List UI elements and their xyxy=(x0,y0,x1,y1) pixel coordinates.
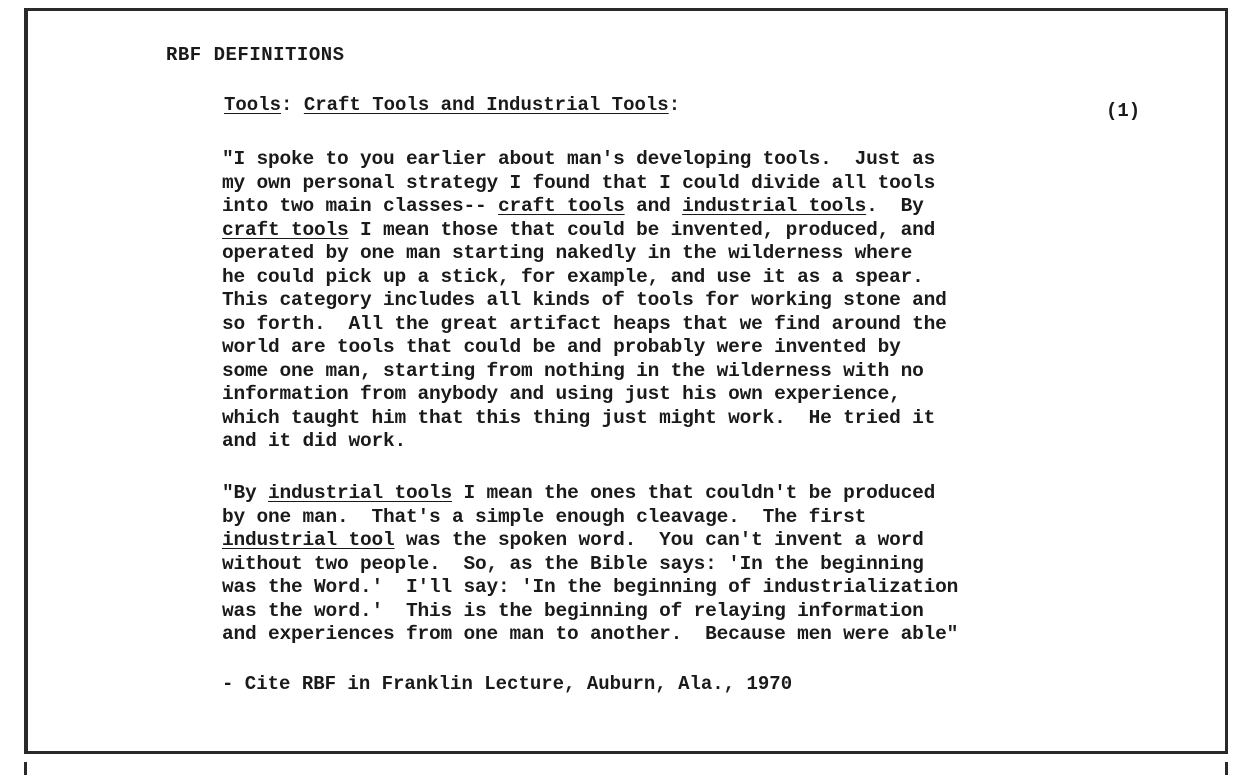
text-segment: was the Word.' I'll say: 'In the beginning of industrialization xyxy=(222,576,959,598)
text-segment: This category includes all kinds of tools for working stone and xyxy=(222,289,947,311)
text-line xyxy=(222,600,1142,624)
subheading-term-tools: Tools xyxy=(224,94,282,116)
underlined-term: industrial tools xyxy=(682,195,867,217)
text-segment: my own personal strategy I found that I could divide all tools xyxy=(222,171,936,194)
text-segment: and xyxy=(624,195,683,217)
text-line xyxy=(222,506,1142,530)
text-line xyxy=(222,553,1142,577)
text-line xyxy=(222,336,1142,360)
text-line xyxy=(222,148,1142,172)
text-line xyxy=(222,266,1142,290)
text-segment: so forth. All the great artifact heaps that we find around the xyxy=(222,312,947,335)
text-segment: was the word.' This is the beginning of relaying information xyxy=(222,599,924,622)
text-segment: and experiences from one man to another. Because men were able" xyxy=(222,623,959,645)
text-line xyxy=(222,383,1142,407)
subheading-separator: : xyxy=(281,94,304,116)
text-segment: without two people. So, as the Bible says: 'In the beginning xyxy=(222,552,924,575)
quote-paragraph-2 xyxy=(222,482,1142,647)
text-segment: . By xyxy=(866,195,924,217)
page-heading: RBF DEFINITIONS xyxy=(166,44,345,66)
text-line xyxy=(222,289,1142,313)
text-segment: world are tools that could be and probably were invented by xyxy=(222,336,901,358)
text-segment: and it did work. xyxy=(222,430,407,452)
text-line xyxy=(222,242,1142,266)
underlined-term: craft tools xyxy=(498,195,625,217)
text-line xyxy=(222,195,1142,219)
text-segment: which taught him that this thing just might work. He tried it xyxy=(222,406,936,429)
text-line xyxy=(222,576,1142,600)
text-line xyxy=(222,360,1142,384)
text-line xyxy=(222,313,1142,337)
text-segment: into two main classes-- xyxy=(222,195,499,217)
underlined-term: industrial tool xyxy=(222,529,395,551)
subheading xyxy=(224,94,680,116)
underlined-term: craft tools xyxy=(222,218,349,241)
subheading-end: : xyxy=(668,94,681,116)
text-segment: some one man, starting from nothing in the wilderness with no xyxy=(222,359,924,382)
citation: - Cite RBF in Franklin Lecture, Auburn, Ala., 1970 xyxy=(222,673,793,695)
text-segment: he could pick up a stick, for example, and use it as a spear. xyxy=(222,265,924,288)
text-segment: by one man. That's a simple enough cleavage. The first xyxy=(222,505,867,528)
text-segment: was the spoken word. You can't invent a word xyxy=(394,529,924,551)
text-segment: information from anybody and using just his own experience, xyxy=(222,383,901,405)
text-line xyxy=(222,529,1142,553)
text-line xyxy=(222,623,1142,647)
underlined-term: industrial tools xyxy=(268,482,453,504)
text-line xyxy=(222,172,1142,196)
page-number: (1) xyxy=(1106,100,1141,122)
text-line xyxy=(222,482,1142,506)
subheading-term-craft-industrial: Craft Tools and Industrial Tools xyxy=(303,94,669,116)
text-segment: I mean those that could be invented, produced, and xyxy=(348,218,936,241)
quote-paragraph-1 xyxy=(222,148,1142,454)
text-segment: I mean the ones that couldn't be produced xyxy=(452,482,936,504)
text-line xyxy=(222,407,1142,431)
next-card-edge xyxy=(24,762,1228,775)
text-line xyxy=(222,219,1142,243)
text-line xyxy=(222,430,1142,454)
text-segment: "By xyxy=(222,482,269,504)
text-segment: "I spoke to you earlier about man's developing tools. Just as xyxy=(222,148,936,170)
text-segment: operated by one man starting nakedly in the wilderness where xyxy=(222,242,913,264)
